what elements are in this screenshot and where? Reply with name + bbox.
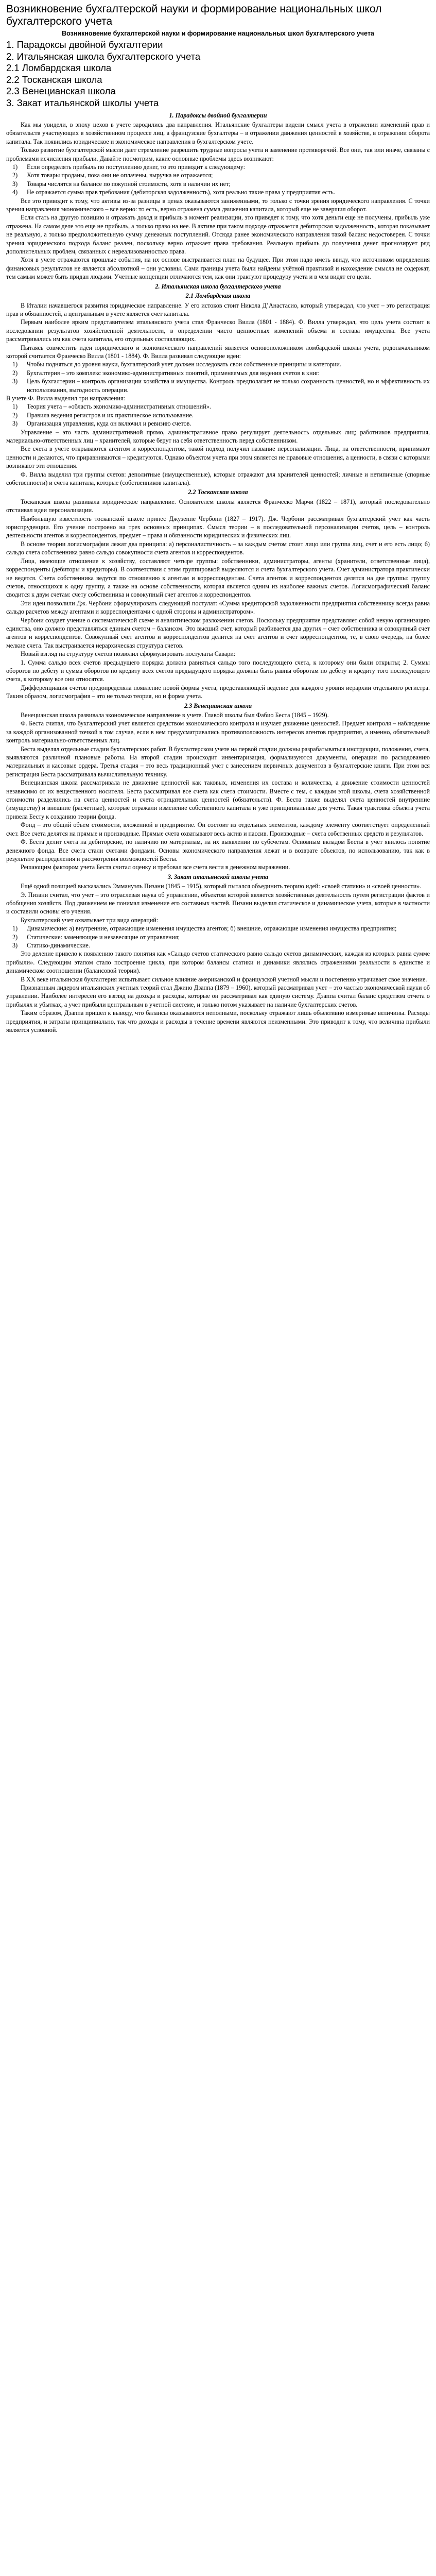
- numbered-item: [6, 924, 430, 933]
- paragraph: Наибольшую известность тосканской школе принес Джузеппе Чербони (1827 – 1917). Дж. Чербони рассматривал бухгалтерский учет как часть юриспруденции. Его учение построено на трех основных принципах. Смысл теории – в последовательной персонализации счетов, цель – контроль деятельности агентов и корреспондентов, предмет – права и обязанности юридических и физических лиц.: [6, 515, 430, 539]
- paragraph: 1. Сумма сальдо всех счетов предыдущего порядка должна равняться сальдо того последующего счета, к которому они были открыты; 2. Суммы оборотов по дебету и сумма оборотов по кредиту всех счетов предыдущего порядка должны быть равны оборотам по дебету и кредиту того последующего счета, к которому все они относятся.: [6, 658, 430, 683]
- paragraph: Фонд – это общий объем стоимости, вложенной в предприятие. Он состоит из отдельных элементов, каждому элементу соответствует определенный счет. Все счета делятся на прямые и производные. Прямые счета охватывают весь актив и пассив. Производные – счета собственных средств и результатов.: [6, 821, 430, 837]
- paragraph: Бухгалтерский учет охватывает три вида операций:: [21, 916, 159, 924]
- paragraph: Венецианская школа развивала экономическое направление в учете. Главой школы был Фабио Беста (1845 – 1929).: [21, 711, 329, 719]
- paragraph: Это деление привело к появлению такого понятия как «Сальдо счетов статического равно сальдо счетов динамических, каждая из которых равна сумме прибыли». Следующим этапом стало построение цикла, при котором балансы статики и динамики являлись отражениями реальности в единстве и динамическом соотношении (балансовой теории).: [6, 950, 430, 975]
- item-number: 1): [12, 925, 18, 933]
- paragraph: Тосканская школа развивала юридическое направление. Основателем школы является Франческо Марчи (1822 – 1871), который последовательно отстаивал идеи персонализации.: [6, 498, 430, 514]
- paragraph: Только развитие бухгалтерской мысли дает стремление разрешить трудные вопросы учета и заменение противоречий. Все они, так или иначе, связаны с проблемами исчисления прибыли. Давайте посмотрим, какие основные проблемы здесь возникают:: [6, 146, 430, 162]
- item-number: 3): [12, 420, 18, 428]
- paragraph: Новый взгляд на структуру счетов позволил сформулировать постулаты Савари:: [21, 650, 236, 658]
- paragraph: В Италии начавшегося развития юридическое направление. У его истоков стоит Никола Д’Анастасио, который утверждал, что учет – это регистрация прав и обязанностей, а центральным в учете является счет капитала.: [6, 301, 430, 317]
- item-number: 4): [12, 189, 18, 196]
- section-heading: 3. Закат итальянской школы учета: [167, 873, 269, 880]
- numbered-item: [6, 180, 430, 188]
- item-text: Товары числятся на балансе по покупной стоимости, хотя в наличии их нет;: [27, 180, 231, 188]
- item-number: 3): [12, 378, 18, 385]
- paragraph: Венецианская школа рассматривала не движение ценностей как таковых, изменения их состава и количества, а движение стоимости ценностей независимо от их вещественного носителя. Беста рассматривал все счета как счета стоимости. Вместе с тем, с каждым этой школы, счета хозяйственной стоимости разделились на счета ценностей и счета отрицательных ценностей (обязательств). Ф. Беста также выделял счета ценностей внутренние (имуществу) и внешние (расчетные), которые отражали изменение собственного капитала и уже принципиальные для учета. Такая трактовка объекта учета привела Бесту к созданию теории фонда.: [6, 779, 430, 820]
- section-heading: 2. Итальянская школа бухгалтерского учета: [155, 282, 281, 290]
- item-text: Динамические: а) внутренние, отражающие изменения имущества агентов; б) внешние, отражающие изменения имущества предприятия;: [27, 925, 397, 933]
- item-text: Правила ведения регистров и их практическое использование.: [27, 411, 194, 419]
- item-text: Теория учета – «область экономико-административных отношений».: [27, 403, 211, 411]
- paragraph: Ф. Беста делит счета на дебиторские, по наличию по материалам, на их выявлении по субсчетам. Основным вкладом Бесты в учет явилось понятие денежного фонда. Все счета стали счетами фондами. Основы экономического направления лежат и в возврате объектов, по использованию, так как в результате распределения и рассмотрения возможностей Бесты.: [6, 838, 430, 862]
- paragraph: Беста выделял отдельные стадии бухгалтерских работ. В бухгалтерском учете на первой стадии должны разрабатываться инструкции, положения, счета, выявляются различной плановые работы. На второй стадии происходит инвентаризация, формализуются документы, операции по расходованию материальных и кассовые ордера. Третья стадия – это весь традиционный учет с занесением первичных документов в бухгалтерские книги. При этом вся регистрация Беста рассматривала вычислительную технику.: [6, 745, 430, 778]
- toc-item: 2.2 Тосканская школа: [6, 74, 102, 85]
- item-text: Цель бухгалтерии – контроль организации хозяйства и имущества. Контроль предполагает не только сохранность ценностей, но и эффективность их использования, выгодность операции.: [27, 378, 430, 394]
- paragraph: Э. Пизани считал, что учет – это отраслевая наука об управлении, объектом которой является хозяйственная деятельность путем регистрации фактов и обобщения хозяйств. Под движением не понимал изменение его составных частей. Пизани выделил статическое и динамическое учета, которые в частности и составили основы его учения.: [6, 891, 430, 916]
- item-number: 1): [12, 163, 18, 171]
- item-text: Статико-динамические.: [27, 941, 90, 949]
- paragraph: Как мы увидели, в эпоху цехов в учете зародились два направления. Итальянские бухгалтеры видели смысл учета в отражении изменений прав и обязательств участвующих в хозяйственном процессе лиц, а французские бухгалтеры – в отражении движения ценностей в хозяйстве, в отражении оборота капитала. Так появились юридическое и экономическое направления в бухгалтерском учете.: [6, 121, 430, 145]
- item-number: 1): [12, 361, 18, 368]
- paragraph: В XX веке итальянская бухгалтерия испытывает сильное влияние американской и французской учетной мысли и постепенно утрачивает свое значение.: [21, 975, 427, 983]
- paragraph: Все счета в учете открываются агентом и корреспондентом, такой подход получил название персонализации. Лица, на ответственности, принимают ценности и делаются, что приравниваются – кредитуются. Однако объектом учета при этом является не правовые отношения, а ценности, в связи с которыми возникают эти отношения.: [6, 445, 430, 470]
- document-subtitle: Возникновение бухгалтерской науки и формирование национальных школ бухгалтерского учета: [62, 30, 374, 37]
- numbered-item: [6, 163, 430, 171]
- paragraph: Если стать на другую позицию и отражать доход и прибыль в момент реализации, это приведет к тому, что хотя деньги еще не получены, прибыль уже отражена. На самом деле это еще не прибыль, а только право на нее. В активе при таком подходе отражается дебиторская задолженность, которая показывает не реальную, а только предположительную сумму денежных поступлений. Отсюда ранее экономического направления такой баланс недостоверен. С точки зрения юридического подхода баланс реален, поскольку верно отражает права требования. Реальную прибыль до получения денег прогнозирует ряд дополнительных проблем, связанных с нереализованностью права.: [6, 214, 430, 256]
- section-heading: 2.1 Ломбардская школа: [185, 292, 251, 300]
- numbered-item: [6, 369, 430, 377]
- paragraph: Чербони создает учение о систематической схеме и аналитическом разложении счетов. Поскольку предприятие представляет собой некую организацию единства, оно должно представляться единым счетом – балансом. Это высший счет, который разбивается два других – счет собственника и совокупный счет агентов и корреспондентов. Совокупный счет агентов и корреспондентов делится на счет агентов и счет корреспондентов, те, в свою очередь, на более мелкие счета. Так выстраивается иерархическая структура счетов.: [6, 616, 430, 649]
- item-number: 3): [12, 941, 18, 949]
- numbered-item: [6, 411, 430, 419]
- numbered-item: [6, 188, 430, 196]
- paragraph: Таким образом, Дзаппа пришел к выводу, что балансы оказываются неполными, поскольку отражают лишь объективно измеримые величины. Расходы предприятия, и затраты принципиально, так что доходы и расходы в течение времени являются неизменными. Это приводит к тому, что величина прибыли является условной.: [6, 1009, 430, 1034]
- paragraph: Ф. Вилла выделил три группы счетов: деполитные (имущественные), которые отражают для хранителей ценностей; личные и нетипичные (спорные собственности) и счета капитала, которые (собственников капитала).: [6, 470, 430, 487]
- numbered-item: [6, 171, 430, 179]
- paragraph: В основе теории логисмографии лежат два принципа: а) персоналистичность – за каждым счетом стоит лицо или группа лиц, счет и его есть лицо; б) сальдо счета собственника равно сальдо совокупности счета агентов и корреспондентов.: [6, 540, 430, 556]
- paragraph: В учете Ф. Вилла выделил три направления:: [6, 394, 125, 402]
- paragraph: Эти идеи позволили Дж. Чербони сформулировать следующий постулат: «Сумма кредиторской задолженности предприятия собственнику всегда равна сальдо расчетов между агентами и корреспондентами с одной стороны и администратором».: [6, 599, 430, 616]
- toc-item: 2.3 Венецианская школа: [6, 86, 116, 97]
- paragraph: Ещё одной позицией высказались Эммануэль Пизани (1845 – 1915), который пытался объединить теорию идей: «своей статики» и «своей ценности».: [21, 883, 422, 890]
- toc-item: 1. Парадоксы двойной бухгалтерии: [6, 39, 163, 50]
- document-page: [0, 0, 436, 1034]
- paragraph: Дифференциация счетов предопределяла появление новой формы учета, представляющей ведение для каждого уровня иерархии отдельного регистра. Таким образом, логисмография – это не только теория, но и форма учета.: [6, 684, 430, 700]
- item-text: Не отражается сумма прав требования (дебиторская задолженность), хотя реально такие права у предприятия есть.: [27, 189, 335, 196]
- toc-item: 2.1 Ломбардская школа: [6, 62, 112, 74]
- item-number: 2): [12, 369, 18, 377]
- item-text: Если определять прибыль по поступлению денег, то это приводит к следующему:: [27, 163, 246, 171]
- section-heading: 2.2 Тосканская школа: [188, 488, 248, 496]
- paragraph: Управление – это часть административной прямо, административное право регулирует деятельность отдельных лиц; работников предприятия, материально-ответственных лиц – хранителей, которые берут на себя ответственность перед собственником.: [6, 428, 430, 444]
- paragraph: Ф. Беста считал, что бухгалтерский учет является средством экономического контроля и изучает движение ценностей. Предмет контроля – наблюдение за каждой организованной точкой в том случае, если в нем предусматривались противоположность интересов агентов предприятия, а именно, обязательный контроль материально-ответственных лиц.: [6, 720, 430, 744]
- item-number: 2): [12, 172, 18, 179]
- numbered-item: [6, 419, 430, 428]
- item-text: Статические: заменяющие и незавесящие от управления;: [27, 933, 180, 941]
- section-heading: 2.3 Венецианская школа: [184, 702, 252, 709]
- paragraph: Лица, имеющие отношение к хозяйству, составляют четыре группы: собственники, администраторы, агенты (хранители, ответственные лица), корреспонденты (дебиторы и кредиторы). В соответствии с этим группировкой выделяются и счета бухгалтерского учета. Счет администратора практически не ведется. Счета собственника ведутся по отношению к агентам и корреспондентам. Счета агентов и корреспондентов делятся на две группы: группу счетов, относящихся к одну группу, а также на основе собственности, которая является одним из наиболее важных счетов. Логисмографический баланс сводится к двум счетам: счету собственника и совокупный счет агентов и корреспондентов.: [6, 557, 430, 599]
- page-title: Возникновение бухгалтерской науки и формирование национальных школ бухгалтерского учета: [6, 3, 382, 27]
- numbered-item: [6, 941, 430, 950]
- item-text: Чтобы подняться до уровня науки, бухгалтерский учет должен исследовать свои собственные принципы и категории.: [27, 361, 342, 368]
- item-text: Организация управления, куда он включил и ревизию счетов.: [27, 420, 191, 428]
- item-number: 1): [12, 403, 18, 411]
- numbered-item: [6, 402, 430, 411]
- item-number: 3): [12, 180, 18, 188]
- paragraph: Признанным лидером итальянских учетных теорий стал Джино Дзаппа (1879 – 1960), который рассматривал учет – это частью экономической науки об управлении. Наиболее интересен его взгляд на доходы и расходы, которые он рассматривал как единую систему. Дзаппа считал баланс средством отчета о прибылях и убытках, а учет прибыли центральным в учетной системе, и только потом указывает на наличие бухгалтерских счетов.: [6, 984, 430, 1008]
- section-heading: 1. Парадоксы двойной бухгалтерии: [169, 111, 267, 119]
- item-text: Хотя товары проданы, пока они не оплачены, выручка не отражается;: [27, 172, 213, 179]
- document-body: [6, 111, 430, 1035]
- item-number: 2): [12, 933, 18, 941]
- numbered-item: [6, 933, 430, 941]
- numbered-item: [6, 377, 430, 394]
- toc-item: 3. Закат итальянской школы учета: [6, 97, 159, 108]
- toc-item: 2. Итальянская школа бухгалтерского учета: [6, 50, 201, 62]
- table-of-contents: [6, 39, 430, 109]
- paragraph: Хотя в учете отражаются прошлые события, на их основе выстраивается план на будущее. При этом надо иметь ввиду, что источником определения финансовых результатов не является абсолютной – они условны. Сами границы учета были найдены учётной практикой и нахождение смысла не содержат, тем самым может быть придан людьми. Учетные концепции отличаются тем, как они трактуют процедуру учета и в чем видят его цели.: [6, 256, 430, 281]
- item-number: 2): [12, 411, 18, 419]
- item-text: Бухгалтерия – это комплекс экономико-административных понятий, применяемых для ведения счетов в книг.: [27, 369, 320, 377]
- paragraph: Решающим фактором учета Беста считал оценку и требовал все счета вести в денежном выражении.: [21, 863, 290, 871]
- paragraph: Все это приводит к тому, что активы из-за разницы в ценах оказываются заниженными, то только с точки зрения юридического направления. С точки зрения направления экономического – все верно: то есть, верно отражена сумма движения капитала, который еще не завершил оборот.: [6, 197, 430, 213]
- paragraph: Первым наиболее ярким представителем итальянского учета стал Франческо Вилла (1801 - 1884). Ф. Вилла утверждал, что цель учета состоит в исследовании результатов хозяйственной деятельности, в определении чисто ценностных изменений объема и состава имущества. Все учета рассматривались им как счета капитала, его отдельных составляющих.: [6, 318, 430, 343]
- paragraph: Пытаясь совместить идеи юридического и экономического направлений является основоположником ломбардской школы учета, родоначальником которой считается Франческо Вилла (1801 - 1884). Ф. Вилла развивал следующие идеи:: [6, 344, 430, 360]
- numbered-item: [6, 360, 430, 368]
